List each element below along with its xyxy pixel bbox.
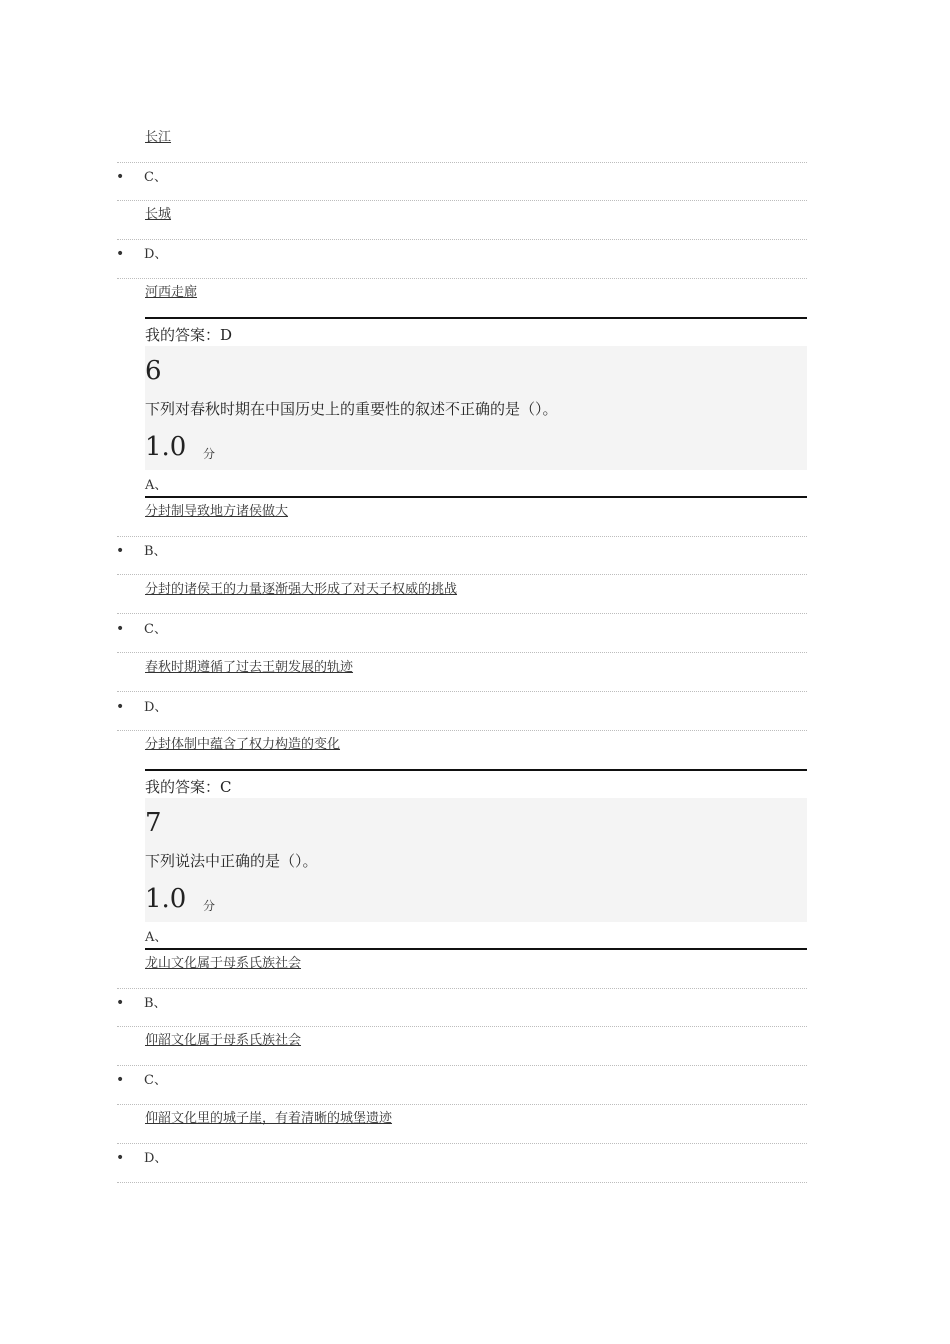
option-c-label[interactable] <box>116 1072 167 1089</box>
dotted-divider <box>117 730 807 731</box>
option-d-label[interactable] <box>116 1150 167 1167</box>
score-unit: 分 <box>203 899 216 913</box>
dotted-divider <box>117 574 807 575</box>
option-letter: B、 <box>144 996 167 1011</box>
question-header <box>145 346 807 470</box>
option-letter: C、 <box>144 1073 167 1088</box>
option-text[interactable]: 长江 <box>145 130 172 145</box>
score-unit: 分 <box>203 447 216 461</box>
my-answer: 我的答案：D <box>145 326 233 344</box>
dotted-divider <box>117 1143 807 1144</box>
question-text: 下列说法中正确的是（）。 <box>145 852 318 870</box>
option-letter: D、 <box>144 247 168 262</box>
dotted-divider <box>117 1065 807 1066</box>
question-score: 1.0 <box>145 884 187 914</box>
question-number: 6 <box>145 356 162 386</box>
option-b-label[interactable] <box>116 543 167 560</box>
option-text[interactable]: 长城 <box>145 207 172 222</box>
dotted-divider <box>117 162 807 163</box>
dotted-divider <box>117 278 807 279</box>
option-c-label[interactable] <box>116 169 167 186</box>
bullet-icon: • <box>116 246 125 262</box>
option-text[interactable]: 分封的诸侯王的力量逐渐强大形成了对天子权威的挑战 <box>145 582 458 597</box>
option-letter: B、 <box>144 544 167 559</box>
dotted-divider <box>117 613 807 614</box>
question-text: 下列对春秋时期在中国历史上的重要性的叙述不正确的是（）。 <box>145 400 558 418</box>
option-letter: C、 <box>144 170 167 185</box>
dotted-divider <box>117 691 807 692</box>
option-letter: D、 <box>144 700 168 715</box>
dotted-divider <box>117 1182 807 1183</box>
option-text[interactable]: 仰韶文化里的城子崖，有着清晰的城堡遗迹 <box>145 1111 393 1126</box>
option-text[interactable]: 分封体制中蕴含了权力构造的变化 <box>145 737 341 752</box>
dotted-divider <box>117 1026 807 1027</box>
option-a-label[interactable]: A、 <box>145 478 168 493</box>
bullet-icon: • <box>116 699 125 715</box>
option-letter: C、 <box>144 622 167 637</box>
dotted-divider <box>117 652 807 653</box>
option-letter: D、 <box>144 1151 168 1166</box>
option-d-label[interactable] <box>116 246 167 263</box>
option-text[interactable]: 龙山文化属于母系氏族社会 <box>145 956 302 971</box>
bullet-icon: • <box>116 1072 125 1088</box>
bullet-icon: • <box>116 543 125 559</box>
option-c-label[interactable] <box>116 621 167 638</box>
dotted-divider <box>117 536 807 537</box>
bullet-icon: • <box>116 995 125 1011</box>
question-header <box>145 798 807 922</box>
option-text[interactable]: 仰韶文化属于母系氏族社会 <box>145 1033 302 1048</box>
option-text[interactable]: 河西走廊 <box>145 285 198 300</box>
answer-divider <box>145 769 807 771</box>
dotted-divider <box>117 1104 807 1105</box>
option-a-label[interactable]: A、 <box>145 930 168 945</box>
option-divider <box>145 948 807 950</box>
option-text[interactable]: 分封制导致地方诸侯做大 <box>145 504 289 519</box>
question-score: 1.0 <box>145 432 187 462</box>
dotted-divider <box>117 200 807 201</box>
option-d-label[interactable] <box>116 699 167 716</box>
bullet-icon: • <box>116 169 125 185</box>
option-b-label[interactable] <box>116 995 167 1012</box>
bullet-icon: • <box>116 621 125 637</box>
my-answer: 我的答案：C <box>145 778 232 796</box>
dotted-divider <box>117 239 807 240</box>
bullet-icon: • <box>116 1150 125 1166</box>
option-text[interactable]: 春秋时期遵循了过去王朝发展的轨迹 <box>145 660 354 675</box>
option-divider <box>145 496 807 498</box>
question-number: 7 <box>145 808 162 838</box>
answer-divider <box>145 317 807 319</box>
dotted-divider <box>117 988 807 989</box>
